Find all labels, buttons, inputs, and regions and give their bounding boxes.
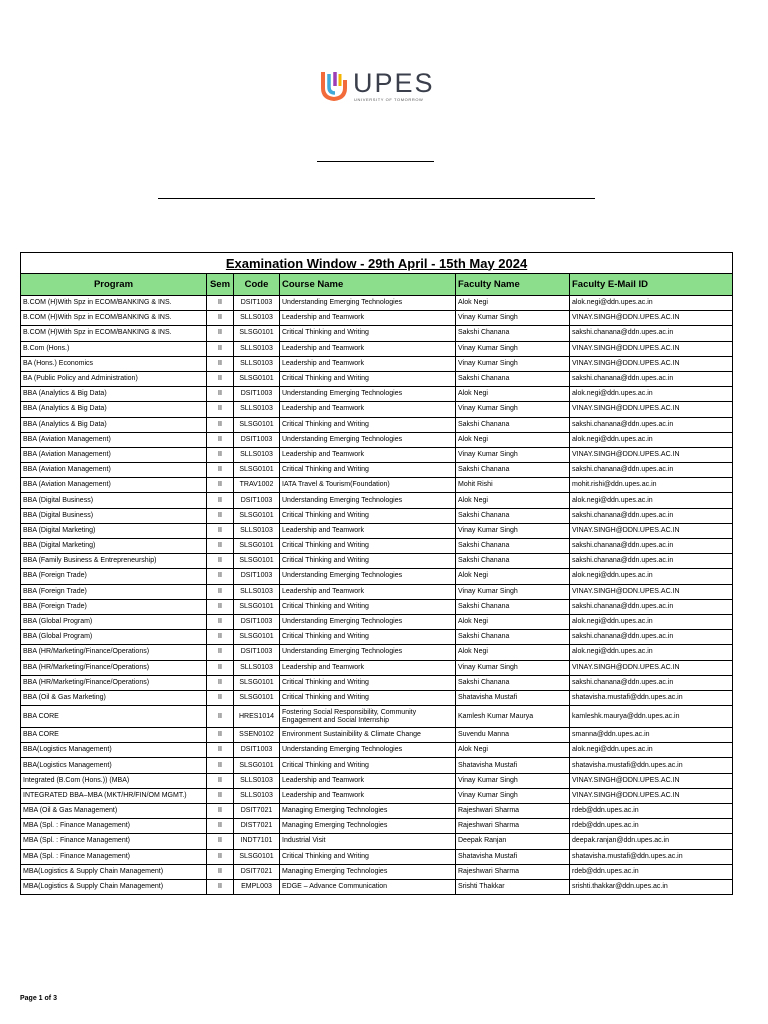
faculty-name-cell: Shatavisha Mustafi bbox=[456, 690, 570, 705]
code-cell: SLLS0103 bbox=[234, 523, 280, 538]
table-row bbox=[21, 478, 733, 493]
table-row bbox=[21, 706, 733, 728]
sem-cell: II bbox=[207, 326, 234, 341]
faculty-name-cell: Alok Negi bbox=[456, 493, 570, 508]
course-name-cell: Critical Thinking and Writing bbox=[280, 690, 456, 705]
table-row bbox=[21, 788, 733, 803]
sem-cell: II bbox=[207, 432, 234, 447]
sem-cell: II bbox=[207, 788, 234, 803]
code-cell: SLSG0101 bbox=[234, 417, 280, 432]
table-row bbox=[21, 402, 733, 417]
table-row bbox=[21, 387, 733, 402]
program-cell: BBA (Digital Business) bbox=[21, 493, 207, 508]
faculty-name-cell: Alok Negi bbox=[456, 569, 570, 584]
sem-cell: II bbox=[207, 584, 234, 599]
faculty-name-cell: Vinay Kumar Singh bbox=[456, 311, 570, 326]
program-cell: BBA (HR/Marketing/Finance/Operations) bbox=[21, 660, 207, 675]
course-name-cell: Leadership and Teamwork bbox=[280, 356, 456, 371]
faculty-name-cell: Rajeshwari Sharma bbox=[456, 804, 570, 819]
course-name-cell: EDGE – Advance Communication bbox=[280, 879, 456, 894]
table-row bbox=[21, 539, 733, 554]
code-cell: DSIT1003 bbox=[234, 743, 280, 758]
course-name-cell: Critical Thinking and Writing bbox=[280, 554, 456, 569]
faculty-name-cell: Sakshi Chanana bbox=[456, 463, 570, 478]
table-row bbox=[21, 599, 733, 614]
sem-cell: II bbox=[207, 523, 234, 538]
faculty-email-cell: VINAY.SINGH@DDN.UPES.AC.IN bbox=[570, 356, 733, 371]
faculty-name-cell: Sakshi Chanana bbox=[456, 675, 570, 690]
sem-cell: II bbox=[207, 311, 234, 326]
program-cell: MBA(Logistics & Supply Chain Management) bbox=[21, 879, 207, 894]
faculty-email-cell: deepak.ranjan@ddn.upes.ac.in bbox=[570, 834, 733, 849]
program-cell: BBA CORE bbox=[21, 706, 207, 728]
course-name-cell: Leadership and Teamwork bbox=[280, 523, 456, 538]
faculty-name-cell: Alok Negi bbox=[456, 296, 570, 311]
table-row bbox=[21, 879, 733, 894]
faculty-name-cell: Rajeshwari Sharma bbox=[456, 819, 570, 834]
code-cell: SLSG0101 bbox=[234, 630, 280, 645]
faculty-email-cell: sakshi.chanana@ddn.upes.ac.in bbox=[570, 371, 733, 386]
code-cell: DSIT1003 bbox=[234, 296, 280, 311]
table-row bbox=[21, 614, 733, 629]
course-name-cell: Managing Emerging Technologies bbox=[280, 864, 456, 879]
sem-cell: II bbox=[207, 387, 234, 402]
faculty-email-cell: VINAY.SINGH@DDN.UPES.AC.IN bbox=[570, 447, 733, 462]
code-cell: SLLS0103 bbox=[234, 447, 280, 462]
course-name-cell: Understanding Emerging Technologies bbox=[280, 493, 456, 508]
course-name-cell: Leadership and Teamwork bbox=[280, 584, 456, 599]
sem-cell: II bbox=[207, 675, 234, 690]
faculty-name-cell: Vinay Kumar Singh bbox=[456, 356, 570, 371]
upes-logo bbox=[320, 68, 435, 104]
faculty-name-cell: Alok Negi bbox=[456, 432, 570, 447]
code-cell: SSEN0102 bbox=[234, 728, 280, 743]
course-name-cell: Critical Thinking and Writing bbox=[280, 630, 456, 645]
code-cell: DIST7021 bbox=[234, 819, 280, 834]
faculty-name-cell: Suvendu Manna bbox=[456, 728, 570, 743]
faculty-name-cell: Sakshi Chanana bbox=[456, 371, 570, 386]
faculty-email-cell: alok.negi@ddn.upes.ac.in bbox=[570, 645, 733, 660]
table-row bbox=[21, 834, 733, 849]
program-cell: MBA (Oil & Gas Management) bbox=[21, 804, 207, 819]
program-cell: BBA (Oil & Gas Marketing) bbox=[21, 690, 207, 705]
program-cell: B.COM (H)With Spz in ECOM/BANKING & INS. bbox=[21, 326, 207, 341]
faculty-email-cell: sakshi.chanana@ddn.upes.ac.in bbox=[570, 417, 733, 432]
code-cell: DSIT7021 bbox=[234, 864, 280, 879]
table-row bbox=[21, 849, 733, 864]
faculty-name-cell: Kamlesh Kumar Maurya bbox=[456, 706, 570, 728]
faculty-email-cell: VINAY.SINGH@DDN.UPES.AC.IN bbox=[570, 341, 733, 356]
faculty-name-cell: Sakshi Chanana bbox=[456, 630, 570, 645]
logo-tagline: UNIVERSITY OF TOMORROW bbox=[354, 97, 424, 102]
course-name-cell: Understanding Emerging Technologies bbox=[280, 432, 456, 447]
code-cell: SLSG0101 bbox=[234, 326, 280, 341]
program-cell: INTEGRATED BBA–MBA (MKT/HR/FIN/OM MGMT.) bbox=[21, 788, 207, 803]
table-body bbox=[21, 296, 733, 895]
sem-cell: II bbox=[207, 645, 234, 660]
faculty-name-cell: Vinay Kumar Singh bbox=[456, 341, 570, 356]
table-row bbox=[21, 447, 733, 462]
code-cell: SLSG0101 bbox=[234, 554, 280, 569]
code-cell: DSIT1003 bbox=[234, 614, 280, 629]
table-title: Examination Window - 29th April - 15th May 2024 bbox=[225, 255, 528, 271]
program-cell: BBA (Digital Business) bbox=[21, 508, 207, 523]
program-cell: BBA (Global Program) bbox=[21, 614, 207, 629]
faculty-name-cell: Alok Negi bbox=[456, 387, 570, 402]
faculty-email-cell: alok.negi@ddn.upes.ac.in bbox=[570, 432, 733, 447]
code-cell: SLSG0101 bbox=[234, 690, 280, 705]
faculty-name-cell: Alok Negi bbox=[456, 645, 570, 660]
faculty-email-cell: sakshi.chanana@ddn.upes.ac.in bbox=[570, 675, 733, 690]
table-row bbox=[21, 311, 733, 326]
faculty-name-cell: Deepak Ranjan bbox=[456, 834, 570, 849]
table-row bbox=[21, 432, 733, 447]
faculty-name-cell: Alok Negi bbox=[456, 614, 570, 629]
program-cell: BBA (Digital Marketing) bbox=[21, 539, 207, 554]
course-name-cell: Understanding Emerging Technologies bbox=[280, 743, 456, 758]
faculty-email-cell: sakshi.chanana@ddn.upes.ac.in bbox=[570, 508, 733, 523]
course-name-cell: Critical Thinking and Writing bbox=[280, 463, 456, 478]
column-header-course-name: Course Name bbox=[280, 274, 456, 296]
faculty-name-cell: Sakshi Chanana bbox=[456, 417, 570, 432]
faculty-email-cell: VINAY.SINGH@DDN.UPES.AC.IN bbox=[570, 660, 733, 675]
table-row bbox=[21, 371, 733, 386]
column-header-code: Code bbox=[234, 274, 280, 296]
course-name-cell: Environment Sustainibility & Climate Change bbox=[280, 728, 456, 743]
course-name-cell: Critical Thinking and Writing bbox=[280, 758, 456, 773]
sem-cell: II bbox=[207, 463, 234, 478]
code-cell: SLLS0103 bbox=[234, 773, 280, 788]
table-row bbox=[21, 743, 733, 758]
faculty-name-cell: Sakshi Chanana bbox=[456, 508, 570, 523]
table-row bbox=[21, 630, 733, 645]
sem-cell: II bbox=[207, 554, 234, 569]
course-name-cell: Leadership and Teamwork bbox=[280, 447, 456, 462]
faculty-email-cell: sakshi.chanana@ddn.upes.ac.in bbox=[570, 539, 733, 554]
faculty-name-cell: Vinay Kumar Singh bbox=[456, 584, 570, 599]
program-cell: B.Com (Hons.) bbox=[21, 341, 207, 356]
program-cell: MBA (Spl. : Finance Management) bbox=[21, 834, 207, 849]
program-cell: BBA (Analytics & Big Data) bbox=[21, 417, 207, 432]
code-cell: SLLS0103 bbox=[234, 341, 280, 356]
table-header-row bbox=[21, 274, 733, 296]
program-cell: BBA (Family Business & Entrepreneurship) bbox=[21, 554, 207, 569]
course-name-cell: Critical Thinking and Writing bbox=[280, 371, 456, 386]
sem-cell: II bbox=[207, 879, 234, 894]
faculty-name-cell: Shatavisha Mustafi bbox=[456, 849, 570, 864]
sem-cell: II bbox=[207, 539, 234, 554]
table-row bbox=[21, 773, 733, 788]
faculty-name-cell: Rajeshwari Sharma bbox=[456, 864, 570, 879]
course-name-cell: Understanding Emerging Technologies bbox=[280, 569, 456, 584]
course-name-cell: Understanding Emerging Technologies bbox=[280, 296, 456, 311]
sem-cell: II bbox=[207, 630, 234, 645]
faculty-email-cell: alok.negi@ddn.upes.ac.in bbox=[570, 614, 733, 629]
code-cell: SLLS0103 bbox=[234, 584, 280, 599]
column-header-sem: Sem bbox=[207, 274, 234, 296]
sem-cell: II bbox=[207, 819, 234, 834]
faculty-email-cell: alok.negi@ddn.upes.ac.in bbox=[570, 387, 733, 402]
sem-cell: II bbox=[207, 758, 234, 773]
code-cell: DSIT1003 bbox=[234, 493, 280, 508]
program-cell: BBA (Aviation Management) bbox=[21, 432, 207, 447]
code-cell: EMPL003 bbox=[234, 879, 280, 894]
course-name-cell: Critical Thinking and Writing bbox=[280, 599, 456, 614]
course-name-cell: Leadership and Teamwork bbox=[280, 311, 456, 326]
code-cell: INDT7101 bbox=[234, 834, 280, 849]
code-cell: SLLS0103 bbox=[234, 356, 280, 371]
faculty-name-cell: Vinay Kumar Singh bbox=[456, 447, 570, 462]
course-name-cell: Leadership and Teamwork bbox=[280, 788, 456, 803]
faculty-email-cell: VINAY.SINGH@DDN.UPES.AC.IN bbox=[570, 402, 733, 417]
faculty-name-cell: Sakshi Chanana bbox=[456, 554, 570, 569]
code-cell: HRES1014 bbox=[234, 706, 280, 728]
exam-schedule-table bbox=[20, 252, 733, 895]
table-row bbox=[21, 804, 733, 819]
code-cell: DSIT1003 bbox=[234, 569, 280, 584]
program-cell: BBA (HR/Marketing/Finance/Operations) bbox=[21, 675, 207, 690]
faculty-name-cell: Alok Negi bbox=[456, 743, 570, 758]
program-cell: B.COM (H)With Spz in ECOM/BANKING & INS. bbox=[21, 296, 207, 311]
table-row bbox=[21, 463, 733, 478]
table-row bbox=[21, 864, 733, 879]
faculty-email-cell: VINAY.SINGH@DDN.UPES.AC.IN bbox=[570, 523, 733, 538]
column-header-program: Program bbox=[21, 274, 207, 296]
program-cell: BBA CORE bbox=[21, 728, 207, 743]
faculty-name-cell: Vinay Kumar Singh bbox=[456, 402, 570, 417]
table-row bbox=[21, 508, 733, 523]
table-row bbox=[21, 296, 733, 311]
table-title-cell bbox=[21, 253, 733, 274]
faculty-email-cell: rdeb@ddn.upes.ac.in bbox=[570, 864, 733, 879]
course-name-cell: Managing Emerging Technologies bbox=[280, 804, 456, 819]
program-cell: BBA (Analytics & Big Data) bbox=[21, 387, 207, 402]
program-cell: BBA (Analytics & Big Data) bbox=[21, 402, 207, 417]
course-name-cell: Critical Thinking and Writing bbox=[280, 539, 456, 554]
program-cell: BA (Public Policy and Administration) bbox=[21, 371, 207, 386]
program-cell: BBA (Aviation Management) bbox=[21, 447, 207, 462]
table-row bbox=[21, 758, 733, 773]
course-name-cell: Leadership and Teamwork bbox=[280, 660, 456, 675]
code-cell: SLLS0103 bbox=[234, 660, 280, 675]
program-cell: BBA(Logistics Management) bbox=[21, 743, 207, 758]
faculty-name-cell: Vinay Kumar Singh bbox=[456, 660, 570, 675]
sem-cell: II bbox=[207, 508, 234, 523]
program-cell: BBA (HR/Marketing/Finance/Operations) bbox=[21, 645, 207, 660]
page-number: Page 1 of 3 bbox=[20, 995, 57, 1002]
table-row bbox=[21, 728, 733, 743]
program-cell: BBA (Aviation Management) bbox=[21, 463, 207, 478]
course-name-cell: Understanding Emerging Technologies bbox=[280, 387, 456, 402]
course-name-cell: Understanding Emerging Technologies bbox=[280, 614, 456, 629]
table-row bbox=[21, 660, 733, 675]
code-cell: SLSG0101 bbox=[234, 508, 280, 523]
sem-cell: II bbox=[207, 834, 234, 849]
table-row bbox=[21, 341, 733, 356]
sem-cell: II bbox=[207, 417, 234, 432]
faculty-email-cell: VINAY.SINGH@DDN.UPES.AC.IN bbox=[570, 311, 733, 326]
course-name-cell: Critical Thinking and Writing bbox=[280, 675, 456, 690]
table-row bbox=[21, 356, 733, 371]
sem-cell: II bbox=[207, 447, 234, 462]
course-name-cell: Managing Emerging Technologies bbox=[280, 819, 456, 834]
faculty-email-cell: sakshi.chanana@ddn.upes.ac.in bbox=[570, 463, 733, 478]
faculty-email-cell: rdeb@ddn.upes.ac.in bbox=[570, 819, 733, 834]
course-name-cell: Leadership and Teamwork bbox=[280, 341, 456, 356]
table-row bbox=[21, 523, 733, 538]
code-cell: SLLS0103 bbox=[234, 788, 280, 803]
course-name-cell: Leadership and Teamwork bbox=[280, 773, 456, 788]
faculty-email-cell: alok.negi@ddn.upes.ac.in bbox=[570, 743, 733, 758]
code-cell: SLSG0101 bbox=[234, 539, 280, 554]
sem-cell: II bbox=[207, 728, 234, 743]
program-cell: B.COM (H)With Spz in ECOM/BANKING & INS. bbox=[21, 311, 207, 326]
program-cell: BBA(Logistics Management) bbox=[21, 758, 207, 773]
sem-cell: II bbox=[207, 599, 234, 614]
table-row bbox=[21, 690, 733, 705]
code-cell: SLSG0101 bbox=[234, 849, 280, 864]
table-row bbox=[21, 554, 733, 569]
faculty-email-cell: VINAY.SINGH@DDN.UPES.AC.IN bbox=[570, 773, 733, 788]
program-cell: BBA (Foreign Trade) bbox=[21, 569, 207, 584]
faculty-name-cell: Sakshi Chanana bbox=[456, 599, 570, 614]
course-name-cell: Understanding Emerging Technologies bbox=[280, 645, 456, 660]
table-row bbox=[21, 584, 733, 599]
faculty-email-cell: shatavisha.mustafi@ddn.upes.ac.in bbox=[570, 690, 733, 705]
sem-cell: II bbox=[207, 849, 234, 864]
code-cell: SLSG0101 bbox=[234, 371, 280, 386]
program-cell: MBA (Spl. : Finance Management) bbox=[21, 819, 207, 834]
code-cell: SLSG0101 bbox=[234, 599, 280, 614]
program-cell: BBA (Foreign Trade) bbox=[21, 599, 207, 614]
sem-cell: II bbox=[207, 773, 234, 788]
code-cell: DSIT7021 bbox=[234, 804, 280, 819]
program-cell: BBA (Foreign Trade) bbox=[21, 584, 207, 599]
faculty-email-cell: alok.negi@ddn.upes.ac.in bbox=[570, 569, 733, 584]
course-name-cell: Industrial Visit bbox=[280, 834, 456, 849]
course-name-cell: Critical Thinking and Writing bbox=[280, 849, 456, 864]
sem-cell: II bbox=[207, 614, 234, 629]
program-cell: BBA (Global Program) bbox=[21, 630, 207, 645]
sem-cell: II bbox=[207, 660, 234, 675]
faculty-name-cell: Vinay Kumar Singh bbox=[456, 773, 570, 788]
code-cell: SLSG0101 bbox=[234, 463, 280, 478]
table-row bbox=[21, 645, 733, 660]
program-cell: MBA (Spl. : Finance Management) bbox=[21, 849, 207, 864]
upes-logo-mark-icon bbox=[320, 68, 350, 102]
table-row bbox=[21, 819, 733, 834]
faculty-email-cell: kamleshk.maurya@ddn.upes.ac.in bbox=[570, 706, 733, 728]
faculty-email-cell: rdeb@ddn.upes.ac.in bbox=[570, 804, 733, 819]
faculty-name-cell: Vinay Kumar Singh bbox=[456, 788, 570, 803]
program-cell: BBA (Digital Marketing) bbox=[21, 523, 207, 538]
code-cell: TRAV1002 bbox=[234, 478, 280, 493]
logo-wordmark: UPES bbox=[353, 68, 435, 98]
faculty-email-cell: mohit.rishi@ddn.upes.ac.in bbox=[570, 478, 733, 493]
table-row bbox=[21, 326, 733, 341]
table-row bbox=[21, 675, 733, 690]
sem-cell: II bbox=[207, 743, 234, 758]
signature-line-long bbox=[158, 198, 595, 199]
code-cell: SLSG0101 bbox=[234, 675, 280, 690]
faculty-email-cell: alok.negi@ddn.upes.ac.in bbox=[570, 296, 733, 311]
program-cell: MBA(Logistics & Supply Chain Management) bbox=[21, 864, 207, 879]
table-row bbox=[21, 569, 733, 584]
program-cell: Integrated (B.Com (Hons.)) (MBA) bbox=[21, 773, 207, 788]
faculty-email-cell: alok.negi@ddn.upes.ac.in bbox=[570, 493, 733, 508]
faculty-name-cell: Sakshi Chanana bbox=[456, 539, 570, 554]
course-name-cell: Critical Thinking and Writing bbox=[280, 417, 456, 432]
sem-cell: II bbox=[207, 356, 234, 371]
faculty-email-cell: shatavisha.mustafi@ddn.upes.ac.in bbox=[570, 849, 733, 864]
faculty-email-cell: sakshi.chanana@ddn.upes.ac.in bbox=[570, 630, 733, 645]
course-name-cell: IATA Travel & Tourism(Foundation) bbox=[280, 478, 456, 493]
faculty-email-cell: VINAY.SINGH@DDN.UPES.AC.IN bbox=[570, 584, 733, 599]
sem-cell: II bbox=[207, 493, 234, 508]
column-header-faculty-email: Faculty E-Mail ID bbox=[570, 274, 733, 296]
faculty-email-cell: sakshi.chanana@ddn.upes.ac.in bbox=[570, 554, 733, 569]
sem-cell: II bbox=[207, 371, 234, 386]
sem-cell: II bbox=[207, 341, 234, 356]
course-name-cell: Critical Thinking and Writing bbox=[280, 508, 456, 523]
faculty-name-cell: Srishti Thakkar bbox=[456, 879, 570, 894]
faculty-name-cell: Sakshi Chanana bbox=[456, 326, 570, 341]
sem-cell: II bbox=[207, 296, 234, 311]
program-cell: BA (Hons.) Economics bbox=[21, 356, 207, 371]
faculty-name-cell: Mohit Rishi bbox=[456, 478, 570, 493]
sem-cell: II bbox=[207, 804, 234, 819]
faculty-email-cell: VINAY.SINGH@DDN.UPES.AC.IN bbox=[570, 788, 733, 803]
code-cell: SLSG0101 bbox=[234, 758, 280, 773]
sem-cell: II bbox=[207, 402, 234, 417]
table-row bbox=[21, 417, 733, 432]
signature-line-short bbox=[317, 161, 434, 162]
code-cell: DSIT1003 bbox=[234, 387, 280, 402]
code-cell: SLLS0103 bbox=[234, 311, 280, 326]
sem-cell: II bbox=[207, 864, 234, 879]
faculty-email-cell: srishti.thakkar@ddn.upes.ac.in bbox=[570, 879, 733, 894]
code-cell: DSIT1003 bbox=[234, 432, 280, 447]
faculty-email-cell: sakshi.chanana@ddn.upes.ac.in bbox=[570, 326, 733, 341]
course-name-cell: Fostering Social Responsibility, Community Engagement and Social Internship bbox=[280, 706, 456, 728]
faculty-email-cell: sakshi.chanana@ddn.upes.ac.in bbox=[570, 599, 733, 614]
course-name-cell: Leadership and Teamwork bbox=[280, 402, 456, 417]
table-row bbox=[21, 493, 733, 508]
faculty-name-cell: Shatavisha Mustafi bbox=[456, 758, 570, 773]
column-header-faculty-name: Faculty Name bbox=[456, 274, 570, 296]
code-cell: SLLS0103 bbox=[234, 402, 280, 417]
faculty-email-cell: smanna@ddn.upes.ac.in bbox=[570, 728, 733, 743]
faculty-email-cell: shatavisha.mustafi@ddn.upes.ac.in bbox=[570, 758, 733, 773]
sem-cell: II bbox=[207, 478, 234, 493]
code-cell: DSIT1003 bbox=[234, 645, 280, 660]
sem-cell: II bbox=[207, 706, 234, 728]
sem-cell: II bbox=[207, 690, 234, 705]
program-cell: BBA (Aviation Management) bbox=[21, 478, 207, 493]
course-name-cell: Critical Thinking and Writing bbox=[280, 326, 456, 341]
sem-cell: II bbox=[207, 569, 234, 584]
faculty-name-cell: Vinay Kumar Singh bbox=[456, 523, 570, 538]
